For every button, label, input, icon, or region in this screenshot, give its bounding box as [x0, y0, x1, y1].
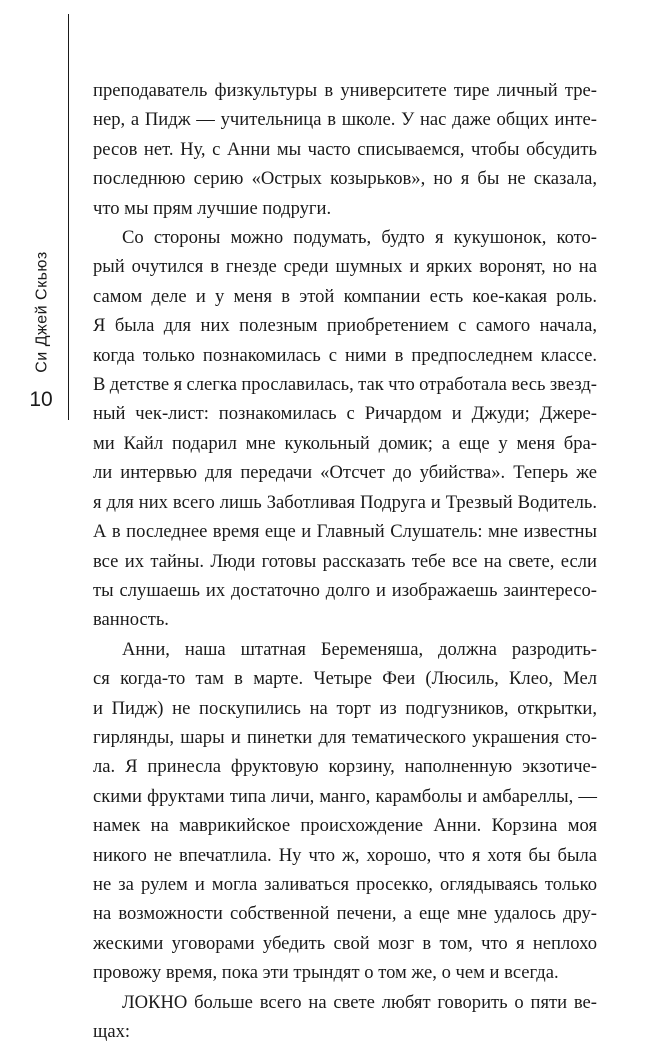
- text-line: самом деле и у меня в этой компании есть кое-какая роль.: [93, 285, 597, 307]
- text-line: ты слушаешь их достаточно долго и изображаешь заинтересо-: [93, 579, 597, 601]
- text-line-last: щах:: [93, 1021, 131, 1042]
- paragraph: [93, 223, 597, 635]
- text-line-last: провожу время, пока эти трындят о том же, о чем и всегда.: [93, 962, 559, 984]
- text-line: когда только познакомилась с ними в предпоследнем классе.: [93, 344, 597, 366]
- text-line: нер, а Пидж — учительница в школе. У нас даже общих инте-: [93, 109, 597, 131]
- text-line: я для них всего лишь Заботливая Подруга и Трезвый Водитель.: [93, 491, 597, 513]
- text-line: жескими уговорами убедить свой мозг в том, что я неплохо: [93, 932, 597, 954]
- text-line: ли интервью для передачи «Отсчет до убийства». Теперь же: [93, 462, 597, 484]
- running-head-author: Си Джей Скьюз: [34, 251, 52, 373]
- text-line: на возможности собственной печени, а еще мне удалось дру-: [93, 903, 597, 925]
- margin-rule: [68, 14, 69, 420]
- text-line: А в последнее время еще и Главный Слушатель: мне известны: [93, 521, 597, 543]
- text-line: не за рулем и могла заливаться просекко, оглядываясь только: [93, 873, 597, 895]
- text-line: и Пидж) не поскупились на торт из подгузников, открытки,: [93, 697, 597, 719]
- text-line: намек на маврикийское происхождение Анни. Корзина моя: [93, 815, 597, 837]
- text-line: последнюю серию «Острых козырьков», но я бы не сказала,: [93, 168, 597, 190]
- text-line: ресов нет. Ну, с Анни мы часто списываемся, чтобы обсудить: [93, 138, 597, 160]
- text-line: скими фруктами типа личи, манго, карамболы и амбареллы, —: [93, 785, 597, 807]
- paragraph: [93, 635, 597, 988]
- text-line: рый очутился в гнезде среди шумных и ярких воронят, но на: [93, 256, 597, 278]
- text-line: Анни, наша штатная Беременяша, должна разродить-: [122, 638, 597, 660]
- text-line: никого не впечатлила. Ну что ж, хорошо, что я хотя бы была: [93, 844, 597, 866]
- running-head: [28, 252, 58, 372]
- paragraph: [93, 988, 597, 1046]
- page-number: 10: [29, 388, 53, 411]
- paragraph: [93, 76, 597, 223]
- text-line-last: ванность.: [93, 609, 169, 631]
- body-text: [93, 76, 597, 1046]
- text-line: гирлянды, шары и пинетки для тематического украшения сто-: [93, 726, 597, 748]
- text-line: ЛОКНО больше всего на свете любят говорить о пяти ве-: [122, 991, 597, 1013]
- text-line: ми Кайл подарил мне кукольный домик; а еще у меня бра-: [93, 432, 597, 454]
- text-line: Со стороны можно подумать, будто я кукушонок, кото-: [122, 227, 597, 249]
- text-line-last: что мы прям лучшие подруги.: [93, 197, 332, 219]
- text-line: Я была для них полезным приобретением с самого начала,: [93, 315, 597, 337]
- text-line: ла. Я принесла фруктовую корзину, наполненную экзотиче-: [93, 756, 597, 778]
- text-line: В детстве я слегка прославилась, так что отработала весь звезд-: [93, 374, 597, 396]
- text-line: все их тайны. Люди готовы рассказать тебе все на свете, если: [93, 550, 597, 572]
- text-line: ный чек-лист: познакомилась с Ричардом и Джуди; Джере-: [93, 403, 597, 425]
- text-line: ся когда-то там в марте. Четыре Феи (Люсиль, Клео, Мел: [93, 668, 597, 690]
- text-line: преподаватель физкультуры в университете тире личный тре-: [93, 80, 597, 101]
